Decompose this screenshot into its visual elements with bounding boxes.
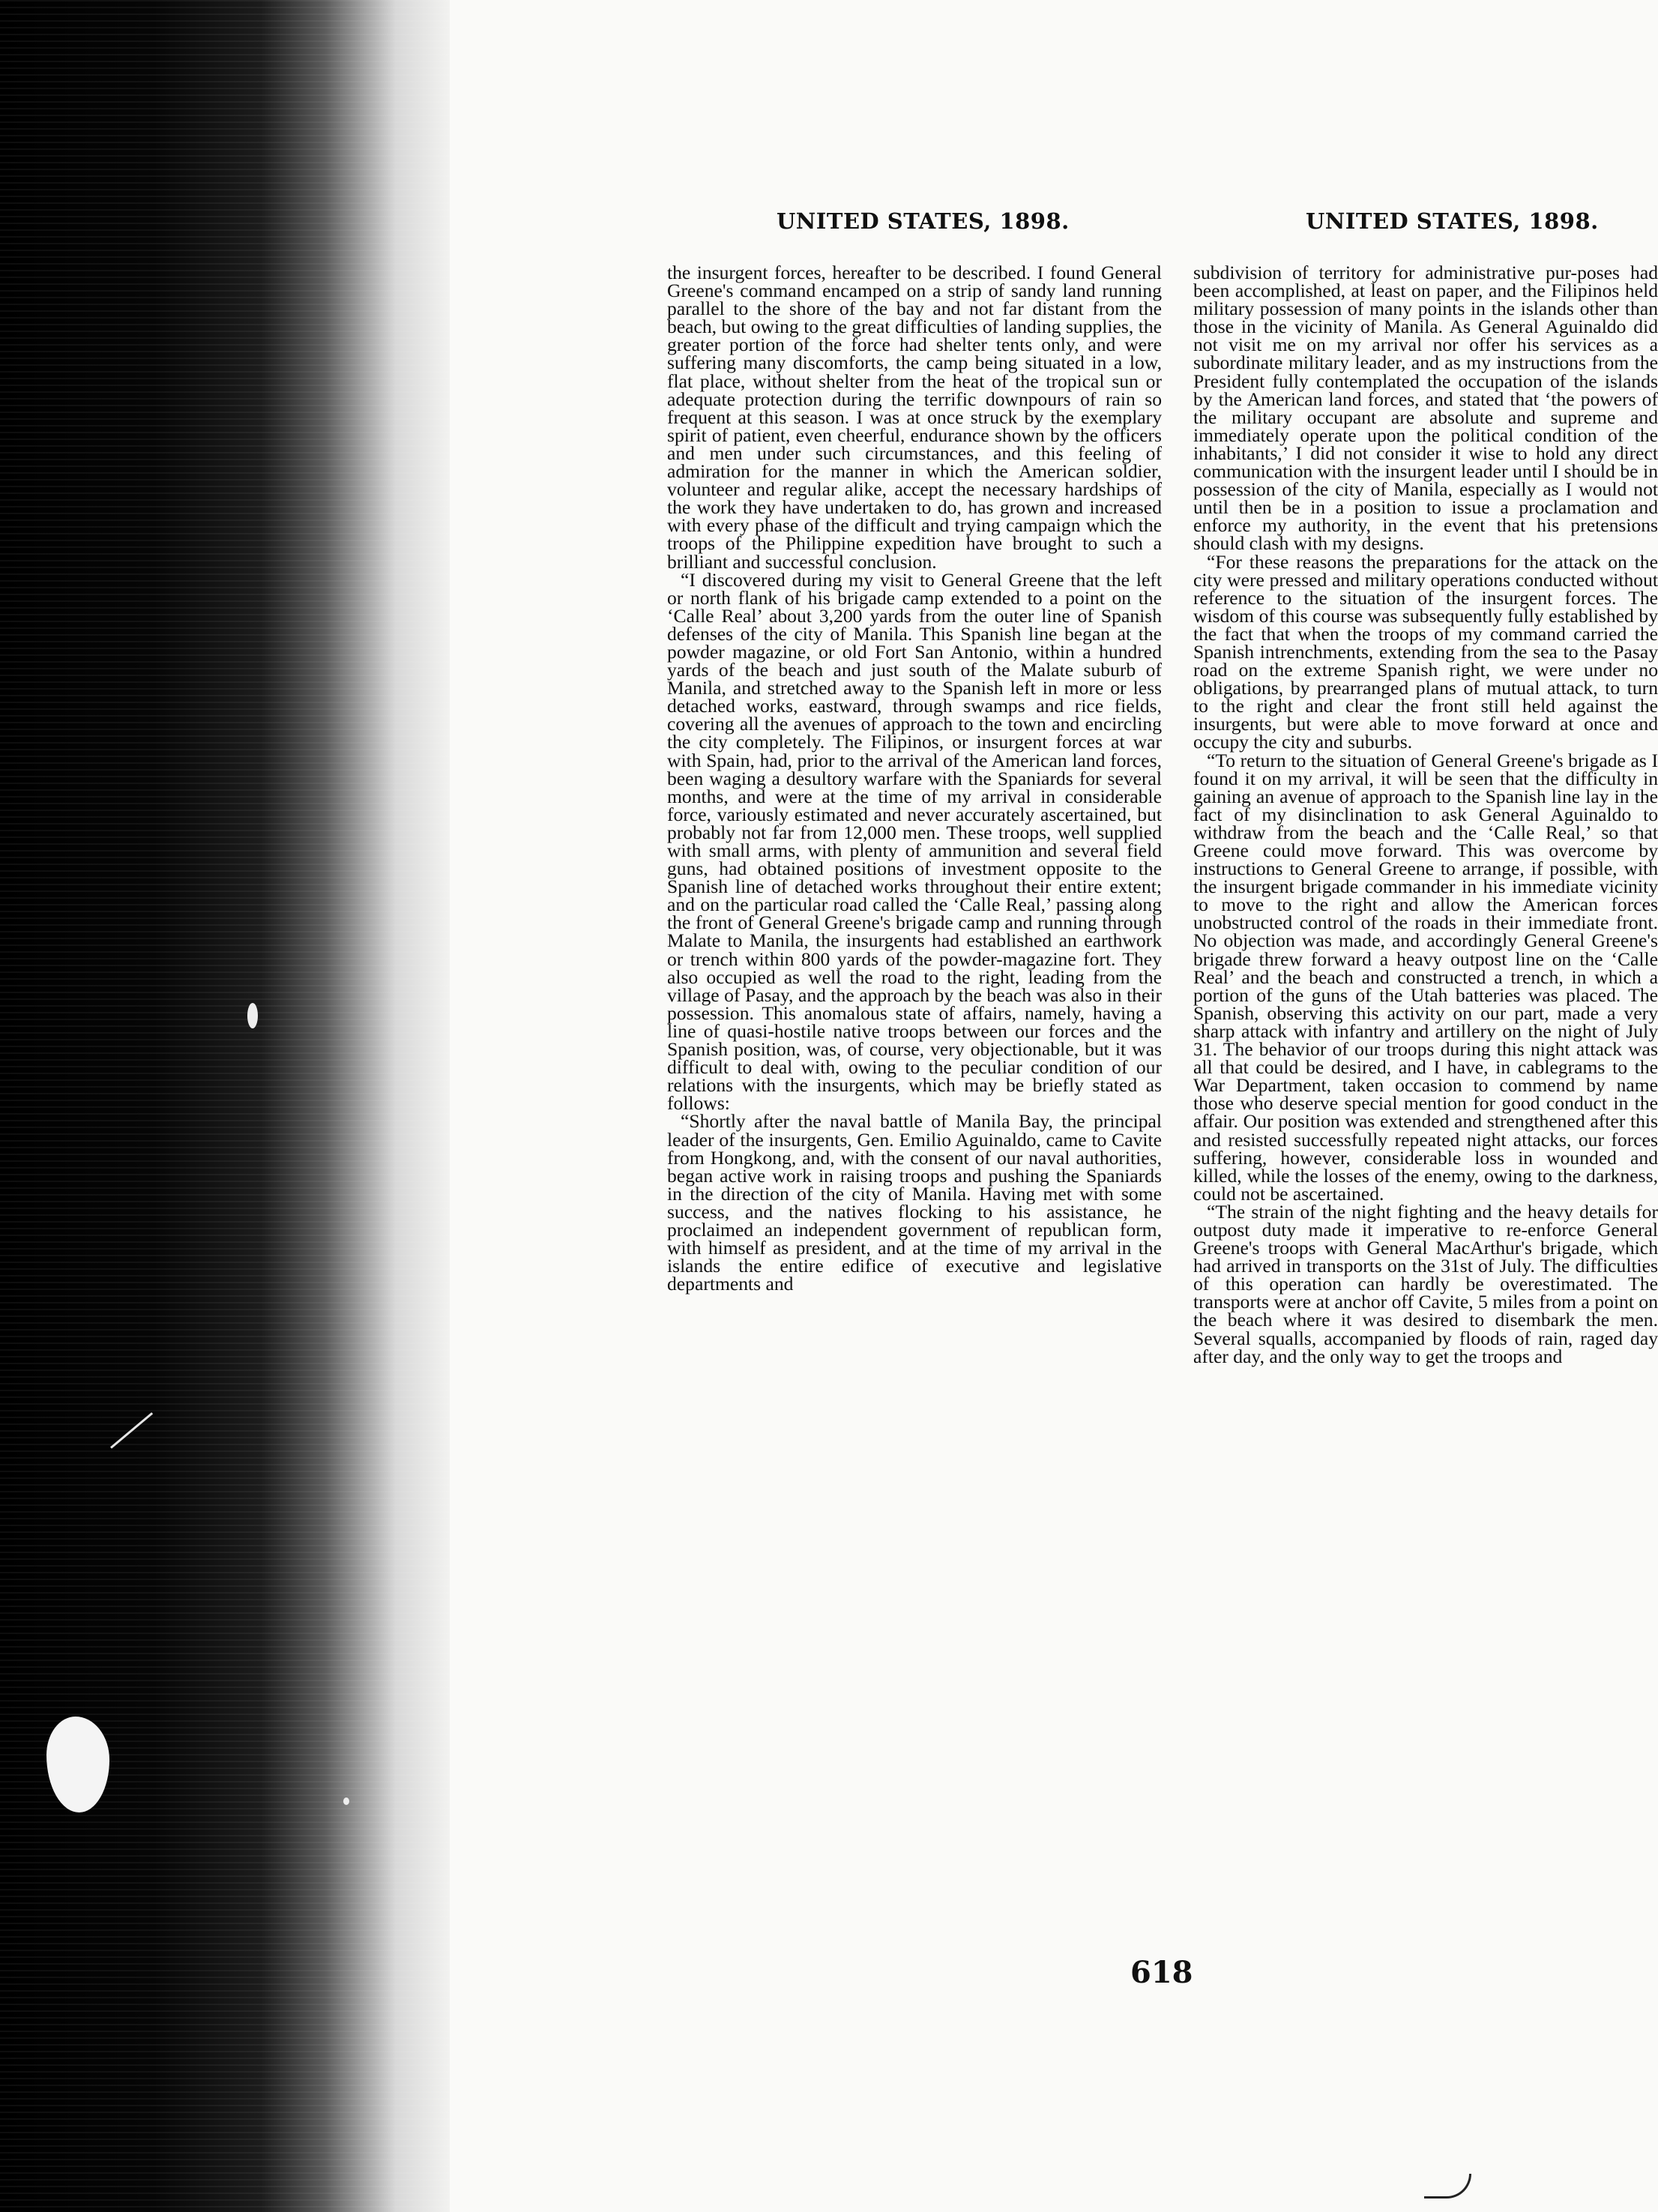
left-paragraph-2: “I discovered during my visit to General Greene that the left or north flank of his brigade camp extended to a point on the ‘Calle Real’ about 3,200 yards from the outer line of Spanish defenses of the city of Manila. This Spanish line began at the powder magazine, or old Fort San Antonio, within a hundred yards of the beach and just south of the Malate suburb of Manila, and stretched away to the Spanish left in more or less detached works, eastward, through swamps and rice fields, covering all the avenues of approach to the town and encircling the city completely. The Filipinos, or insurgent forces at war with Spain, had, prior to the arrival of the American land forces, been waging a desultory warfare with the Spaniards for several months, and were at the time of my arrival in considerable force, variously estimated and never accurately ascertained, but probably not far from 12,000 men. These troops, well supplied with small arms, with plenty of ammunition and several field guns, had obtained positions of investment opposite to the Spanish line of detached works throughout their entire extent; and on the particular road called the ‘Calle Real,’ passing along the front of General Greene's brigade camp and running through Malate to Manila, the insurgents had established an earthwork or trench within 800 yards of the powder-magazine fort. They also occupied as well the road to the right, leading from the village of Pasay, and the approach by the beach was also in their possession. This anomalous state of affairs, namely, having a line of quasi-hostile native troops between our forces and the Spanish position, was, of course, very objectionable, but it was difficult to deal with, owing to the peculiar condition of our relations with the insurgents, which may be briefly stated as follows: — [667, 568, 1162, 1115]
margin-speck — [343, 1797, 349, 1805]
right-paragraph-4: “The strain of the night fighting and the heavy details for outpost duty made it imperative to re-enforce General Greene's troops with General MacArthur's brigade, which had arrived in transports on the 31st of July. The difficulties of this operation can hardly be overestimated. The transports were at anchor off Cavite, 5 miles from a point on the beach where it was desired to disembark the men. Several squalls, accompanied by floods of rain, raged day after day, and the only way to get the troops and — [1193, 1200, 1658, 1367]
left-paragraph-1: the insurgent forces, hereafter to be described. I found General Greene's command encamped on a strip of sandy land running parallel to the shore of the bay and not far distant from the beach, but owing to the great difficulties of landing supplies, the greater portion of the force had shelter tents only, and were suffering many discomforts, the camp being situated in a low, flat place, without shelter from the heat of the tropical sun or adequate protection during the terrific downpours of rain so frequent at this season. I was at once struck by the exemplary spirit of patient, even cheerful, endurance shown by the officers and men under such circumstances, and this feeling of admiration for the manner in which the American soldier, volunteer and regular alike, accept the necessary hardships of the work they have undertaken to do, has grown and increased with every phase of the difficult and trying campaign which the troops of the Philippine expedition have brought to such a brilliant and successful conclusion. — [667, 262, 1162, 573]
right-paragraph-2: “For these reasons the preparations for the attack on the city were pressed and military operations conducted without reference to the situation of the insurgent forces. The wisdom of this course was subsequently fully established by the fact that when the troops of my command carried the Spanish intrenchments, extending from the sea to the Pasay road on the extreme Spanish right, we were under no obligations, by prearranged plans of mutual attack, to turn to the right and clear the front still held against the insurgents, but were able to move forward at once and occupy the city and suburbs. — [1193, 550, 1658, 753]
margin-speck — [247, 1003, 258, 1028]
running-head-right: UNITED STATES, 1898. — [1306, 208, 1599, 234]
page-edge-mark — [1424, 2174, 1471, 2199]
left-text-column — [667, 264, 1162, 1293]
left-paragraph-3: “Shortly after the naval battle of Manila Bay, the principal leader of the insurgents, Gen. Emilio Aguinaldo, came to Cavite from Hongkong, and, with the consent of our naval authorities, began active work in raising troops and pushing the Spaniards in the direction of the city of Manila. Having met with some success, and the natives flocking to his assistance, he proclaimed an independent government of republican form, with himself as president, and at the time of my arrival in the islands the entire edifice of executive and legislative departments and — [667, 1110, 1162, 1295]
right-text-column — [1193, 264, 1658, 2108]
running-head-left: UNITED STATES, 1898. — [777, 208, 1070, 234]
right-paragraph-3: “To return to the situation of General Greene's brigade as I found it on my arrival, it will be seen that the difficulty in gaining an avenue of approach to the Spanish line lay in the fact of my disinclination to ask General Aguinaldo to withdraw from the beach and the ‘Calle Real,’ so that Greene could move forward. This was overcome by instructions to General Greene to arrange, if possible, with the insurgent brigade commander in his immediate vicinity to move to the right and allow the American forces unobstructed control of the roads in their immediate front. No objection was made, and accordingly General Greene's brigade threw forward a heavy outpost line on the ‘Calle Real’ and the beach and constructed a trench, in which a portion of the guns of the Utah batteries was placed. The Spanish, observing this activity on our part, made a very sharp attack with infantry and artillery on the night of July 31. The behavior of our troops during this night attack was all that could be desired, and I have, in cablegrams to the War Department, taken occasion to commend by name those who deserve special mention for good conduct in the affair. Our position was extended and strengthened after this and resisted successfully repeated night attacks, our forces suffering, however, considerable loss in wounded and killed, while the losses of the enemy, owing to the darkness, could not be ascertained. — [1193, 749, 1658, 1205]
dark-scan-margin — [0, 0, 450, 2212]
right-paragraph-1: subdivision of territory for administrative pur-poses had been accomplished, at least on paper, and the Filipinos held military possession of many points in the islands other than those in the vicinity of Manila. As General Aguinaldo did not visit me on my arrival nor offer his services as a subordinate military leader, and as my instructions from the President fully contemplated the occupation of the islands by the American land forces, and stated that ‘the powers of the military occupant are absolute and supreme and immediately operate upon the political condition of the inhabitants,’ I did not consider it wise to hold any direct communication with the insurgent leader until I should be in possession of the city of Manila, especially as I would not until then be in a position to issue a proclamation and enforce my authority, in the event that his pretensions should clash with my designs. — [1193, 264, 1658, 555]
page-number: 618 — [1130, 1955, 1193, 1990]
